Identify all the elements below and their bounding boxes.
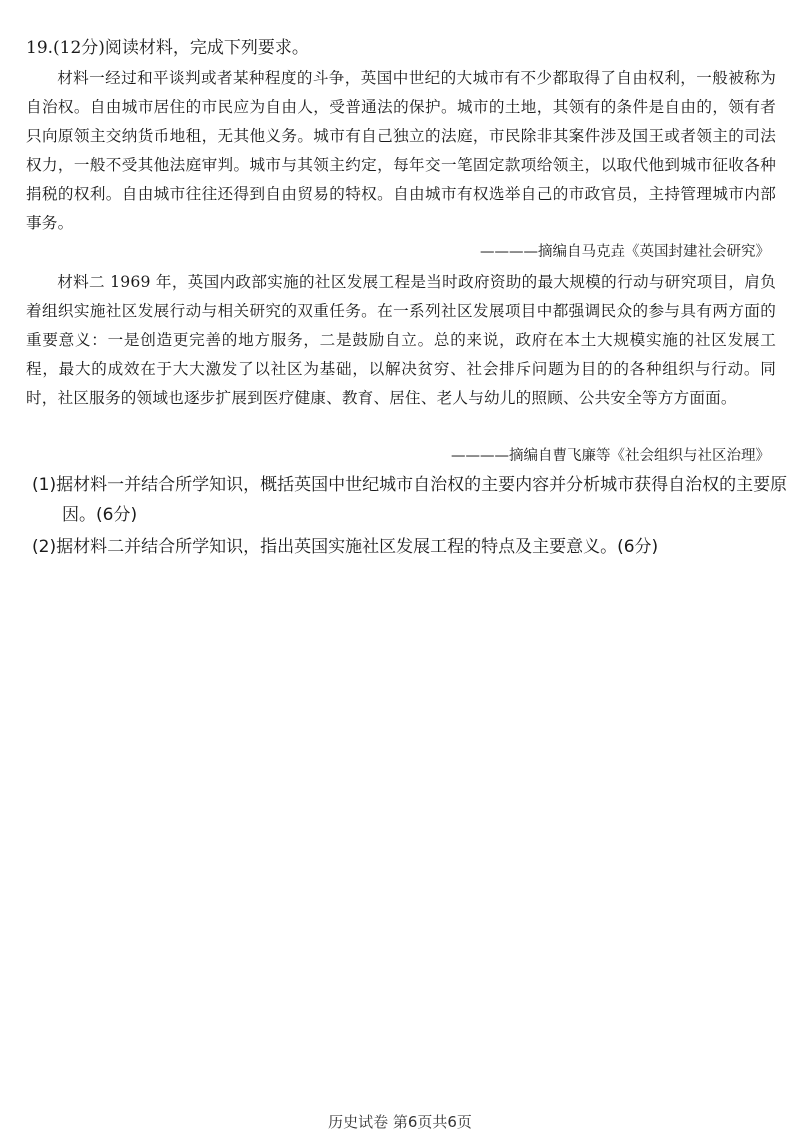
material-two-text: 材料二 1969 年，英国内政部实施的社区发展工程是当时政府资助的最大规模的行动与研究项目，肩负着组织实施社区发展行动与相关研究的双重任务。在一系列社区发展项目中都强调民众的参与具有两方面的重要意义：一是创造更完善的地方服务，二是鼓励自立。总的来说，政府在本土大规模实施的社区发展工程，最大的成效在于大大激发了以社区为基础，以解决贫穷、社会排斥问题为目的的各种组织与行动。同时，社区服务的领域也逐步扩展到医疗健康、教育、居住、老人与幼儿的照顾、公共安全等方方面面。: [26, 273, 776, 407]
sub-question-2: (2)据材料二并结合所学知识，指出英国实施社区发展工程的特点及主要意义。(6分): [32, 537, 659, 557]
page-footer: 历史试卷 第6页共6页: [328, 1113, 472, 1131]
question-header: 19.(12分)阅读材料，完成下列要求。: [26, 38, 309, 58]
material-one-text: 材料一经过和平谈判或者某种程度的斗争，英国中世纪的大城市有不少都取得了自由权利，一般被称为自治权。自由城市居住的市民应为自由人，受普通法的保护。城市的土地，其领有的条件是自由的，领有者只向原领主交纳货币地租，无其他义务。城市有自己独立的法庭，市民除非其案件涉及国王或者领主的司法权力，一般不受其他法庭审判。城市与其领主约定，每年交一笔固定款项给领主，以取代他到城市征收各种捐税的权利。自由城市往往还得到自由贸易的特权。自由城市有权选举自己的市政官员，主持管理城市内部事务。: [26, 69, 776, 232]
material-two-source: ————摘编自曹飞廉等《社会组织与社区治理》: [451, 448, 770, 464]
sub-question-1: (1)据材料一并结合所学知识，概括英国中世纪城市自治权的主要内容并分析城市获得自治权的主要原因。(6分): [32, 475, 788, 525]
material-one-source: ————摘编自马克垚《英国封建社会研究》: [480, 244, 770, 260]
